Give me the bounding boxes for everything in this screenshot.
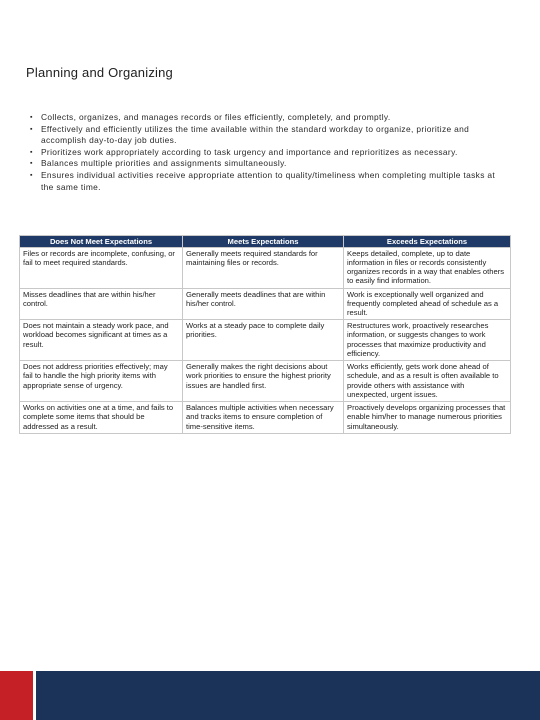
table-cell: Proactively develops organizing processes that enable him/her to manage numerous priorities simultaneously. <box>344 402 511 433</box>
list-item <box>30 170 510 193</box>
table-cell: Balances multiple activities when necessary and tracks items to ensure completion of time-sensitive items. <box>183 402 344 433</box>
bullet-icon: ▪ <box>30 148 33 156</box>
footer-bar <box>36 671 540 720</box>
table-cell: Work is exceptionally well organized and frequently completed ahead of schedule as a result. <box>344 289 511 320</box>
table-row <box>20 361 511 402</box>
expectations-table <box>19 235 511 434</box>
table-cell: Files or records are incomplete, confusing, or fail to meet required standards. <box>20 248 183 289</box>
list-item <box>30 124 510 147</box>
table-cell: Does not address priorities effectively; may fail to handle the high priority items with appropriate sense of urgency. <box>20 361 183 402</box>
table-row <box>20 289 511 320</box>
bullet-text: Balances multiple priorities and assignments simultaneously. <box>41 158 287 169</box>
table-cell: Misses deadlines that are within his/her control. <box>20 289 183 320</box>
table-row <box>20 248 511 289</box>
table-cell: Keeps detailed, complete, up to date information in files or records consistently organizes records in a way that enables others to easily find information. <box>344 248 511 289</box>
list-item <box>30 112 510 124</box>
table-cell: Generally meets required standards for maintaining files or records. <box>183 248 344 289</box>
bullet-icon: ▪ <box>30 160 33 168</box>
list-item <box>30 147 510 159</box>
bullet-icon: ▪ <box>30 171 33 179</box>
table-row <box>20 320 511 361</box>
bullet-text: Prioritizes work appropriately according to task urgency and importance and reprioritizes as necessary. <box>41 146 458 157</box>
table-header-row <box>20 236 511 248</box>
bullet-text: Effectively and efficiently utilizes the time available within the standard workday to organize, prioritize and accomplish day-to-day job duties. <box>41 123 470 146</box>
footer-accent-red <box>0 671 33 720</box>
table-cell: Works on activities one at a time, and fails to complete some items that should be addressed as a result. <box>20 402 183 433</box>
table-cell: Generally makes the right decisions about work priorities to ensure the highest priority issues are handled first. <box>183 361 344 402</box>
table-cell: Works at a steady pace to complete daily priorities. <box>183 320 344 361</box>
table-cell: Generally meets deadlines that are within his/her control. <box>183 289 344 320</box>
column-header-meets: Meets Expectations <box>183 236 344 248</box>
column-header-does-not-meet: Does Not Meet Expectations <box>20 236 183 248</box>
bullet-text: Ensures individual activities receive appropriate attention to quality/timeliness when completing multiple tasks at the same time. <box>41 169 496 192</box>
page-title: Planning and Organizing <box>26 65 173 80</box>
bullet-icon: ▪ <box>30 114 33 121</box>
table-cell: Restructures work, proactively researches information, or suggests changes to work processes that maximize productivity and efficiency. <box>344 320 511 361</box>
table-row <box>20 402 511 433</box>
table-cell: Does not maintain a steady work pace, and workload becomes significant at times as a result. <box>20 320 183 361</box>
bullet-icon: ▪ <box>30 125 33 133</box>
bullet-list <box>30 112 510 193</box>
table-cell: Works efficiently, gets work done ahead of schedule, and as a result is often available to provide others with assistance with unexpected, urgent issues. <box>344 361 511 402</box>
column-header-exceeds: Exceeds Expectations <box>344 236 511 248</box>
list-item <box>30 158 510 170</box>
bullet-text: Collects, organizes, and manages records or files efficiently, completely, and promptly. <box>41 112 391 122</box>
